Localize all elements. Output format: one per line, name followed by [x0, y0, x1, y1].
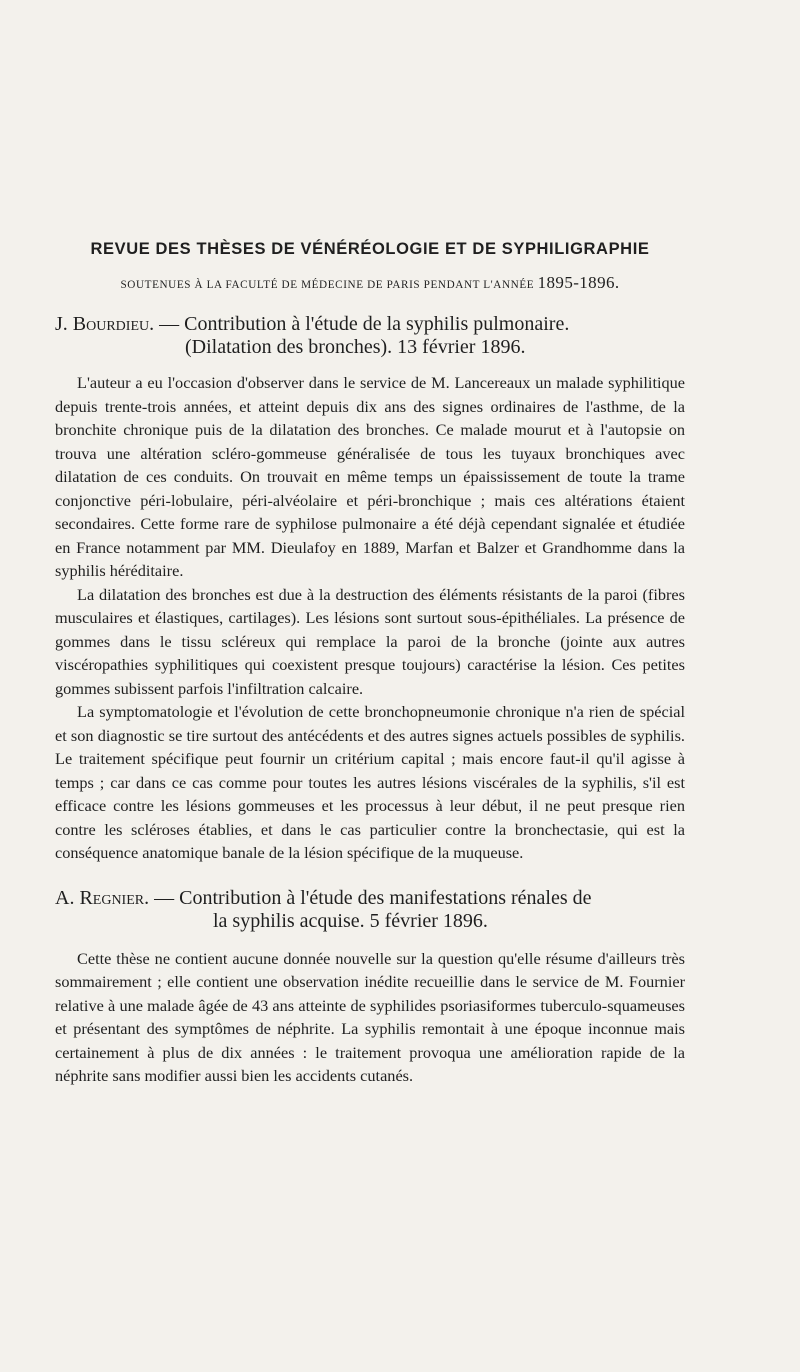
thesis-entry-bourdieu [55, 313, 685, 865]
entry-title-text: — Contribution à l'étude des manifestations rénales de [149, 886, 592, 909]
entry-title-text: — Contribution à l'étude de la syphilis pulmonaire. [154, 313, 570, 335]
entry-title [55, 313, 685, 359]
entry-paragraph: Cette thèse ne contient aucune donnée nouvelle sur la question qu'elle résume d'ailleurs très sommairement ; elle contient une observation inédite recueillie dans le service de M. Fournier relative à une malade âgée de 43 ans atteinte de syphilides psoriasiformes tuberculo-squameuses et présentant des symptômes de néphrite. La syphilis remontait à une époque inconnue mais certainement à plus de dix années : le traitement provoqua une amélioration rapide de la néphrite sans modifier aussi bien les accidents cutanés. [55, 948, 685, 1085]
subheading-years: 1895-1896. [537, 273, 620, 292]
entry-paragraph: La dilatation des bronches est due à la destruction des éléments résistants de la paroi (fibres musculaires et élastiques, cartilages). Les lésions sont surtout sous-épithéliales. La présence de gommes dans le tissu scléreux qui remplace la paroi de la bronche (jointe aux autres viscéropathies syphilitiques qui coexistent presque toujours) caractérise la lésion. Ces petites gommes subissent parfois l'infiltration calcaire. [55, 584, 685, 698]
entry-title-line1 [55, 313, 685, 336]
entry-author: A. Regnier. [55, 886, 150, 909]
entry-author: J. Bourdieu. [55, 313, 155, 335]
document-subheading [55, 273, 685, 293]
document-heading: REVUE DES THÈSES DE VÉNÉRÉOLOGIE ET DE SYPHILIGRAPHIE [90, 240, 650, 258]
entry-title-line1 [55, 887, 685, 910]
entry-title [55, 887, 685, 933]
entry-paragraph: L'auteur a eu l'occasion d'observer dans le service de M. Lancereaux un malade syphilitique depuis trente-trois années, et atteint depuis dix ans des signes ordinaires de l'asthme, de la bronchite chronique puis de la dilatation des bronches. Ce malade mourut et à l'autopsie on trouva une altération scléro-gommeuse généralisée de tous les tuyaux bronchiques avec dilatation de ces conduits. On trouvait en même temps un épaississement de toute la trame conjonctive péri-lobulaire, péri-alvéolaire et péri-bronchique ; mais ces altérations étaient secondaires. Cette forme rare de syphilose pulmonaire a été déjà cependant signalée et étudiée en France notamment par MM. Dieulafoy en 1889, Marfan et Balzer et Grandhomme dans la syphilis héréditaire. [55, 373, 685, 580]
entry-title-line2: (Dilatation des bronches). 13 février 1896. [185, 336, 526, 358]
document-page [55, 240, 685, 1088]
subheading-text: SOUTENUES À LA FACULTÉ DE MÉDECINE DE PARIS PENDANT L'ANNÉE [120, 279, 535, 291]
entry-title-line2: la syphilis acquise. 5 février 1896. [213, 909, 488, 932]
entry-paragraph: La symptomatologie et l'évolution de cette bronchopneumonie chronique n'a rien de spécial et son diagnostic se tire surtout des antécédents et des autres signes actuels possibles de syphilis. Le traitement spécifique peut fournir un critérium capital ; mais encore faut-il qu'il agisse à temps ; car dans ce cas comme pour toutes les autres lésions viscérales de la syphilis, s'il est efficace contre les lésions gommeuses et les processus à leur début, il ne peut presque rien contre les scléroses établies, et dans le cas particulier contre la bronchectasie, qui est la conséquence anatomique banale de la lésion spécifique de la muqueuse. [55, 702, 685, 862]
thesis-entry-regnier [55, 887, 685, 1088]
